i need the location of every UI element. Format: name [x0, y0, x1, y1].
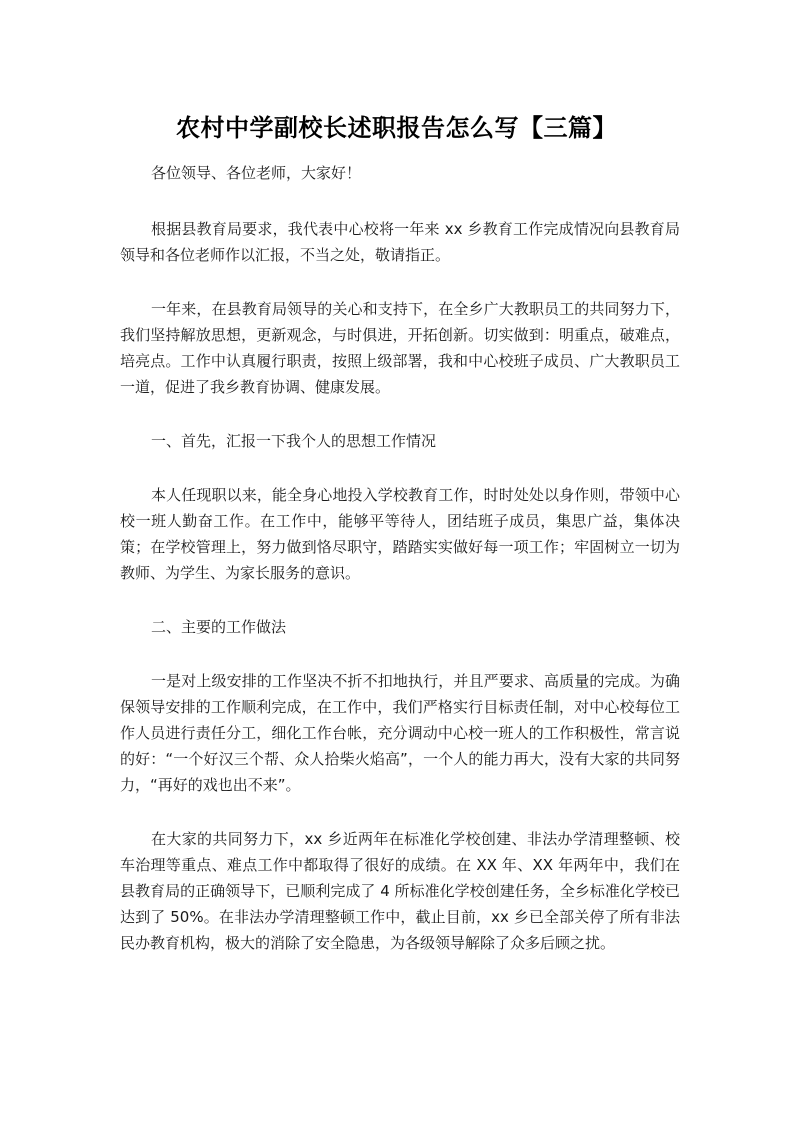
overview-paragraph: 一年来，在县教育局领导的关心和支持下，在全乡广大教职员工的共同努力下，我们坚持解放思想，更新观念，与时俱进，开拓创新。切实做到：明重点，破难点，培亮点。工作中认真履行职责，按照上级部署，我和中心校班子成员、广大教职员工一道，促进了我乡教育协调、健康发展。: [120, 300, 680, 396]
section-one-paragraph: 本人任现职以来，能全身心地投入学校教育工作，时时处处以身作则，带领中心校一班人勤奋工作。在工作中，能够平等待人，团结班子成员，集思广益，集体决策；在学校管理上，努力做到恪尽职守，踏踏实实做好每一项工作；牢固树立一切为教师、为学生、为家长服务的意识。: [120, 486, 680, 582]
greeting-paragraph: 各位领导、各位老师，大家好！: [151, 164, 362, 182]
section-two-paragraph-2: 在大家的共同努力下，xx 乡近两年在标准化学校创建、非法办学清理整顿、校车治理等重点、难点工作中都取得了很好的成绩。在 XX 年、XX 年两年中，我们在县教育局的正确领导下，已顺利完成了 4 所标准化学校创建任务，全乡标准化学校已达到了 50%。在非法办学清理整顿工作中，截止目前，xx 乡已全部关停了所有非法民办教育机构，极大的消除了安全隐患，为各级领导解除了众多后顾之扰。: [120, 830, 680, 952]
intro-paragraph: 根据县教育局要求，我代表中心校将一年来 xx 乡教育工作完成情况向县教育局领导和各位老师作以汇报，不当之处，敬请指正。: [120, 220, 680, 264]
section-two-heading: 二、主要的工作做法: [151, 618, 287, 636]
document-body: [120, 160, 680, 984]
document-title: 农村中学副校长述职报告怎么写【三篇】: [176, 114, 617, 142]
section-one-heading: 一、首先，汇报一下我个人的思想工作情况: [151, 432, 437, 450]
section-two-paragraph-1: 一是对上级安排的工作坚决不折不扣地执行，并且严要求、高质量的完成。为确保领导安排的工作顺利完成，在工作中，我们严格实行目标责任制，对中心校每位工作人员进行责任分工，细化工作台帐，充分调动中心校一班人的工作积极性，常言说的好：“一个好汉三个帮、众人拾柴火焰高”，一个人的能力再大，没有大家的共同努力，“再好的戏也出不来”。: [120, 672, 680, 794]
